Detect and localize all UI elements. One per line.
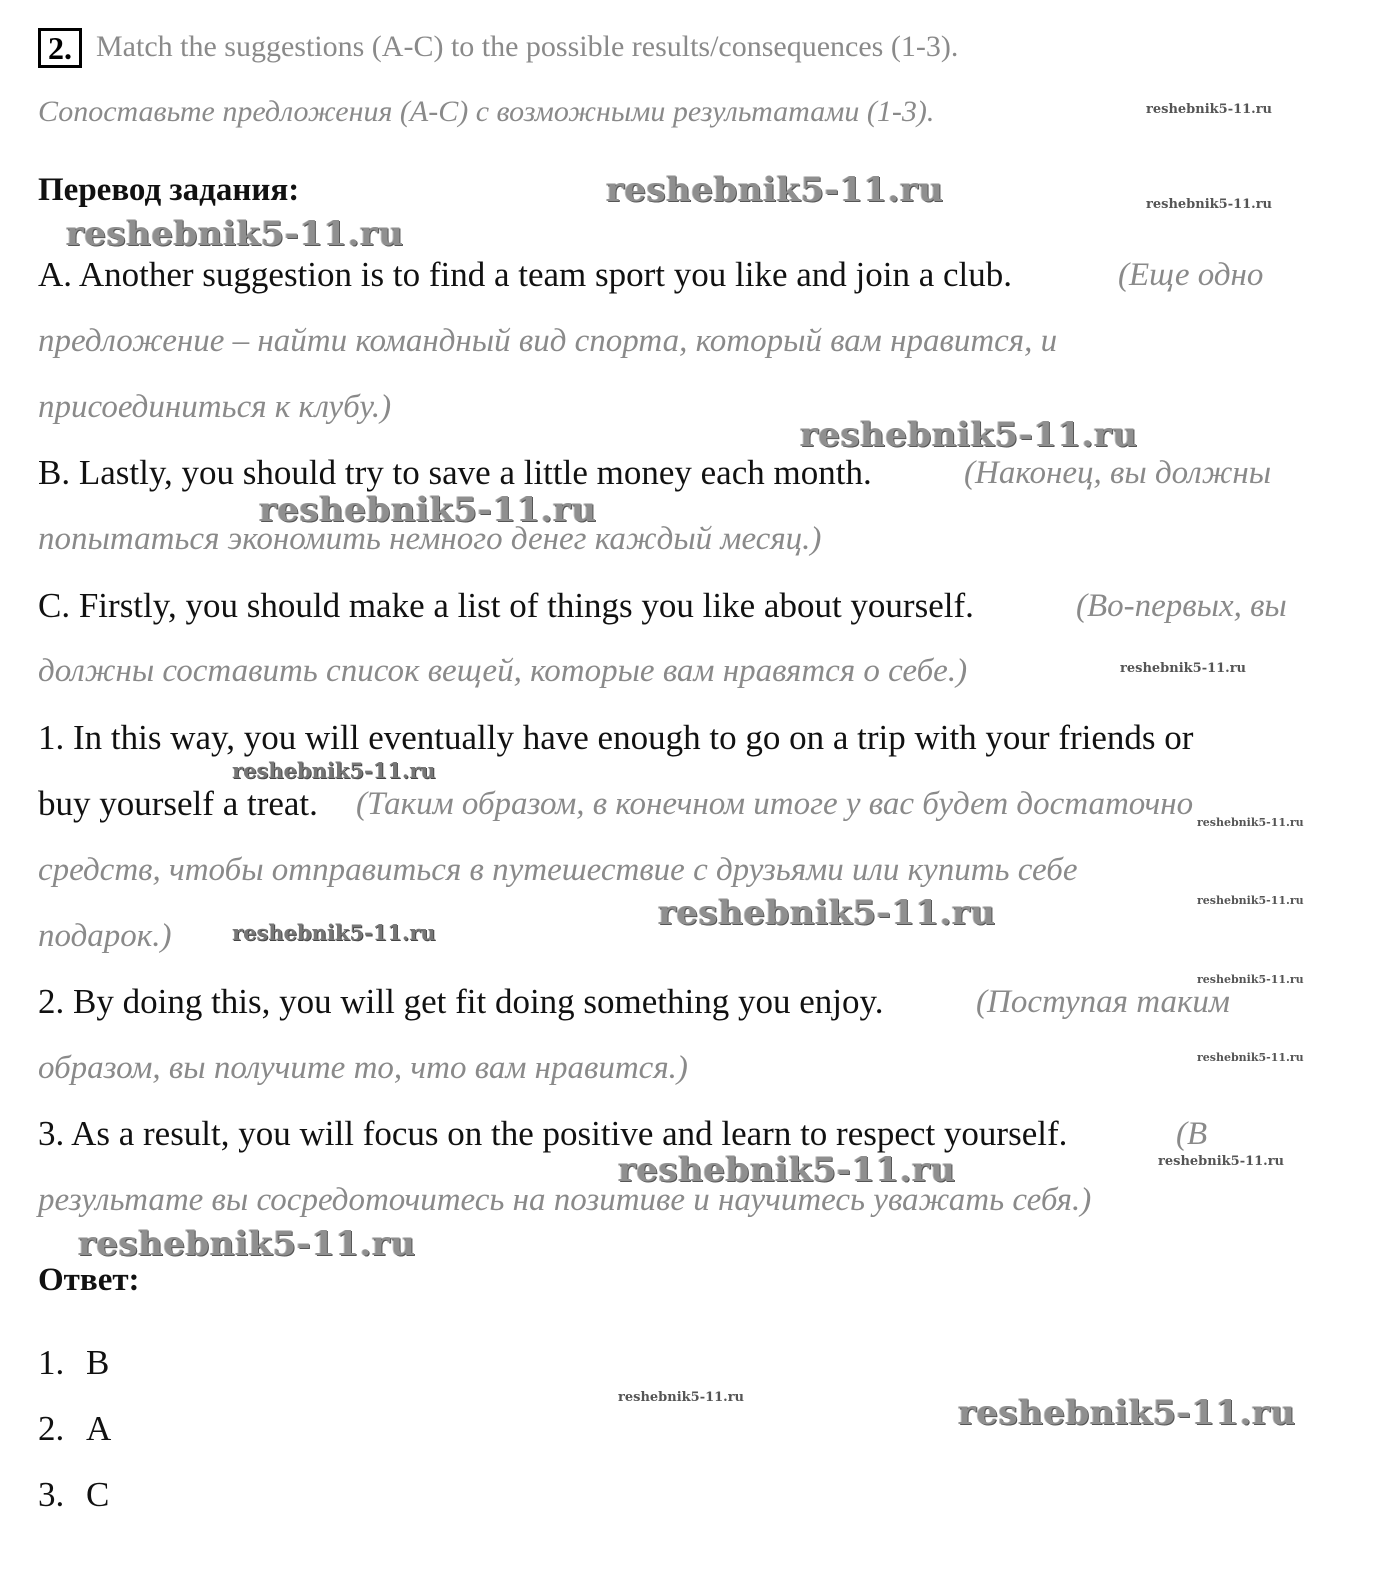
suggestion-b-ru-1: (Наконец, вы должны — [964, 455, 1272, 491]
suggestion-a-ru-3: присоединиться к клубу.) — [38, 389, 392, 425]
suggestion-b-ru-2: попытаться экономить немного денег каждый месяц.) — [38, 521, 822, 557]
watermark: reshebnik5-11.ru — [1197, 816, 1304, 829]
result-1-ru-3: подарок.) — [38, 918, 172, 954]
answer-1-letter: B — [86, 1343, 110, 1382]
watermark: reshebnik5-11.ru — [658, 893, 996, 933]
result-3-ru-2: результате вы сосредоточитесь на позитиве и научитесь уважать себя.) — [38, 1182, 1092, 1218]
task-instruction-ru: Сопоставьте предложения (А-С) с возможными результатами (1-3). — [38, 95, 935, 128]
answer-3-letter: C — [86, 1475, 110, 1514]
watermark: reshebnik5-11.ru — [1120, 661, 1247, 676]
watermark: reshebnik5-11.ru — [1146, 197, 1273, 212]
result-3-ru-1: (В — [1176, 1116, 1208, 1152]
suggestion-a-ru-2: предложение – найти командный вид спорта, который вам нравится, и — [38, 323, 1058, 359]
answer-heading: Ответ: — [38, 1262, 140, 1298]
watermark: reshebnik5-11.ru — [618, 1150, 956, 1190]
watermark: reshebnik5-11.ru — [606, 170, 944, 210]
suggestion-c-ru-2: должны составить список вещей, которые вам нравятся о себе.) — [38, 653, 968, 689]
watermark: reshebnik5-11.ru — [800, 415, 1138, 455]
watermark: reshebnik5-11.ru — [618, 1390, 745, 1405]
task-instruction-en: Match the suggestions (A-C) to the possible results/consequences (1-3). — [96, 30, 959, 63]
answer-2-num: 2. — [38, 1409, 65, 1448]
result-1-ru-2: средств, чтобы отправиться в путешествие с друзьями или купить себе — [38, 852, 1078, 888]
result-2-ru-1: (Поступая таким — [976, 984, 1230, 1020]
result-1-en-1: 1. In this way, you will eventually have enough to go on a trip with your friends or — [38, 718, 1194, 757]
translation-heading: Перевод задания: — [38, 172, 300, 208]
task-number: 2. — [38, 28, 82, 68]
watermark: reshebnik5-11.ru — [1158, 1154, 1285, 1169]
watermark: reshebnik5-11.ru — [78, 1224, 416, 1264]
suggestion-c-ru-1: (Во-первых, вы — [1076, 588, 1287, 624]
suggestion-c-en: C. Firstly, you should make a list of things you like about yourself. — [38, 586, 974, 625]
result-3-en: 3. As a result, you will focus on the positive and learn to respect yourself. — [38, 1114, 1068, 1153]
result-1-ru-1: (Таким образом, в конечном итоге у вас будет достаточно — [356, 786, 1194, 822]
watermark: reshebnik5-11.ru — [958, 1393, 1296, 1433]
suggestion-a-ru-1: (Еще одно — [1118, 257, 1264, 293]
result-1-en-2: buy yourself a treat. — [38, 784, 318, 823]
watermark: reshebnik5-11.ru — [232, 758, 436, 783]
answer-3-num: 3. — [38, 1475, 65, 1514]
watermark: reshebnik5-11.ru — [1146, 102, 1273, 117]
watermark: reshebnik5-11.ru — [66, 214, 404, 254]
watermark: reshebnik5-11.ru — [259, 490, 597, 530]
answer-1-num: 1. — [38, 1343, 65, 1382]
result-2-ru-2: образом, вы получите то, что вам нравится.) — [38, 1050, 688, 1086]
suggestion-b-en: B. Lastly, you should try to save a little money each month. — [38, 453, 872, 492]
result-2-en: 2. By doing this, you will get fit doing something you enjoy. — [38, 982, 884, 1021]
watermark: reshebnik5-11.ru — [1197, 894, 1304, 907]
watermark: reshebnik5-11.ru — [232, 920, 436, 945]
answer-2-letter: A — [86, 1409, 112, 1448]
watermark: reshebnik5-11.ru — [1197, 973, 1304, 986]
watermark: reshebnik5-11.ru — [1197, 1051, 1304, 1064]
suggestion-a-en: A. Another suggestion is to find a team sport you like and join a club. — [38, 255, 1013, 294]
